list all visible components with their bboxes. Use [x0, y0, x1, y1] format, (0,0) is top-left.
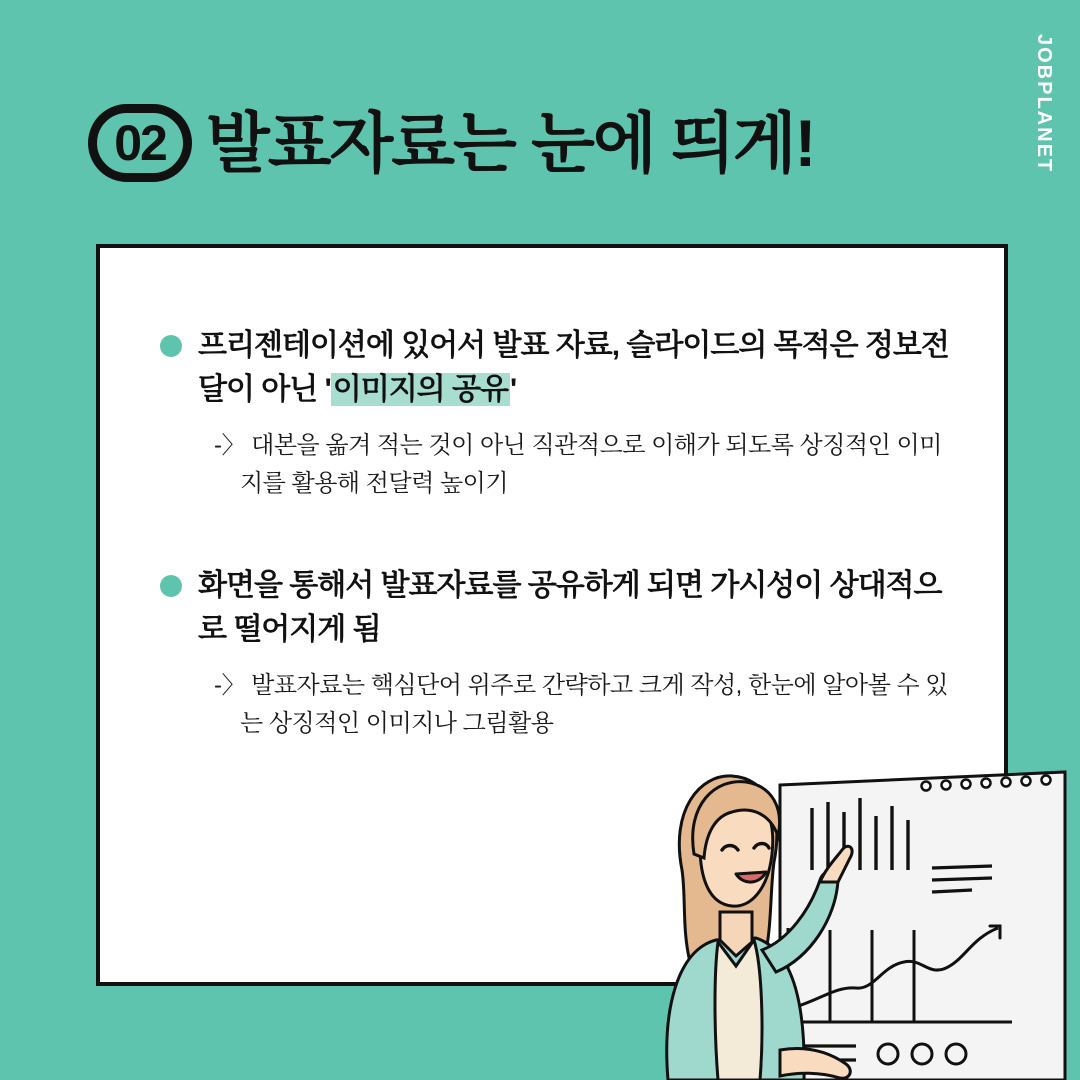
- bullet-text-pre: 프리젠테이션에 있어서 발표 자료, 슬라이드의 목적은 정보전달이 아닌 ': [198, 329, 949, 406]
- bullet-text-highlight: 이미지의 공유: [332, 372, 508, 406]
- bullet-row: [160, 324, 960, 411]
- point-block-2: [160, 564, 960, 744]
- bullet-text: [198, 564, 960, 651]
- step-number: 02: [114, 115, 166, 171]
- sub-text: -〉 발표자료는 핵심단어 위주로 간략하고 크게 작성, 한눈에 알아볼 수 있는 상징적인 이미지나 그림활용: [214, 672, 948, 738]
- page-title: [88, 104, 814, 182]
- headline-text: 발표자료는 눈에 띄게!: [206, 106, 815, 180]
- bullet-text-post: ': [509, 372, 517, 406]
- point-block-1: [160, 324, 960, 504]
- presenter-illustration: [660, 750, 1080, 1080]
- bullet-dot-icon: [160, 335, 182, 357]
- step-number-badge: [88, 104, 192, 182]
- sub-text: -〉 대본을 옮겨 적는 것이 아닌 직관적으로 이해가 되도록 상징적인 이미지를 활용해 전달력 높이기: [214, 432, 942, 498]
- brand-logo: JOBPLANET: [1033, 34, 1055, 174]
- bullet-text-pre: 화면을 통해서 발표자료를 공유하게 되면 가시성이 상대적으로 떨어지게 됨: [198, 569, 942, 646]
- bullet-row: [160, 564, 960, 651]
- bullet-text: [198, 324, 960, 411]
- bullet-dot-icon: [160, 575, 182, 597]
